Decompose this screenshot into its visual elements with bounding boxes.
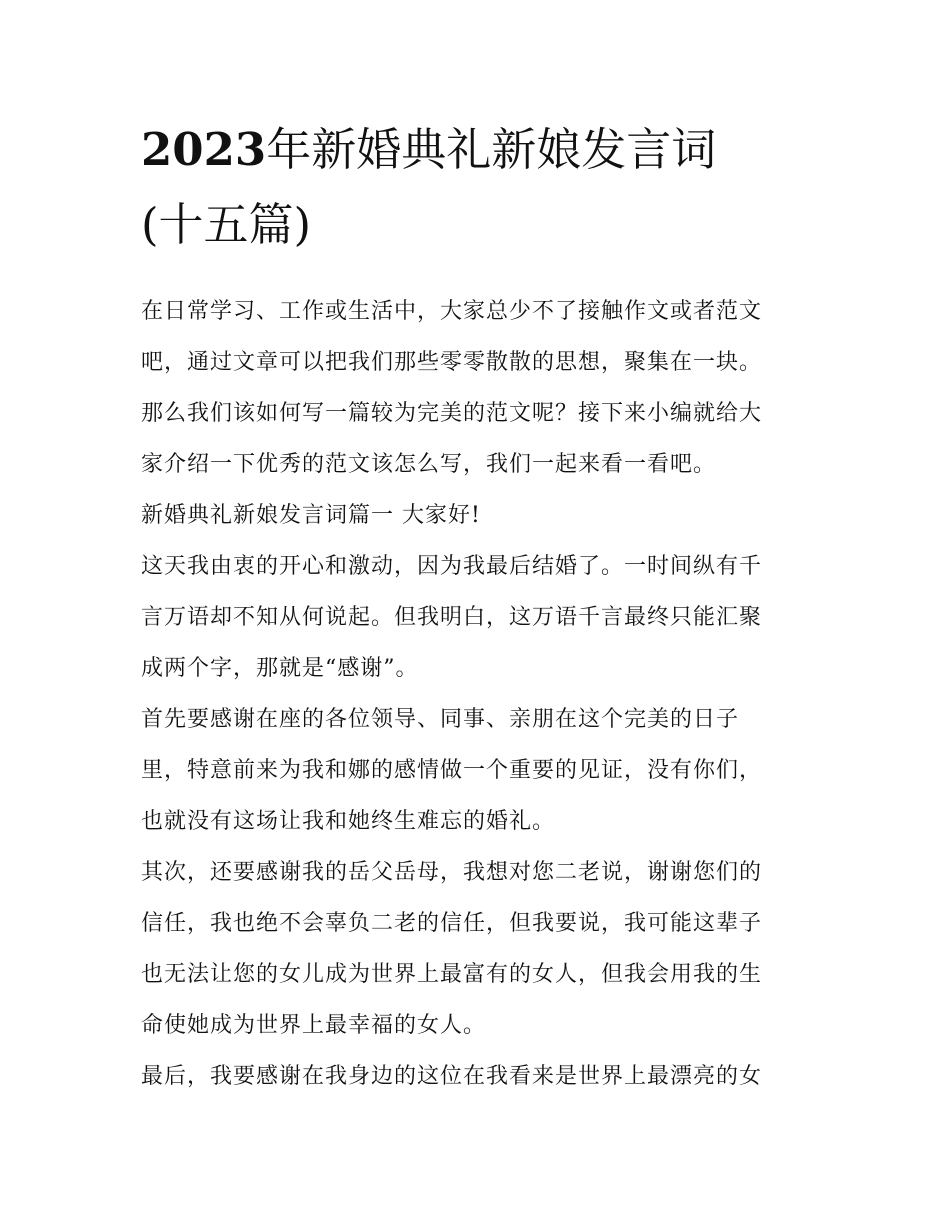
title-line2: (十五篇)	[141, 198, 312, 251]
text-line: 这天我由衷的开心和激动，因为我最后结婚了。一时间纵有千	[141, 554, 763, 579]
text-line: 吧，通过文章可以把我们那些零零散散的思想，聚集在一块。	[141, 350, 763, 375]
text-line: 也无法让您的女儿成为世界上最富有的女人，但我会用我的生	[141, 962, 763, 987]
text-line: 命使她成为世界上最幸福的女人。	[141, 1013, 487, 1038]
title-line1-text: 年新婚典礼新娘发言词	[266, 123, 717, 176]
paragraph-gratitude	[141, 541, 831, 694]
paragraph-thank-spouse	[141, 1051, 831, 1102]
text-line: 那么我们该如何写一篇较为完美的范文呢？接下来小编就给大	[141, 401, 763, 426]
text-line: 其次，还要感谢我的岳父岳母，我想对您二老说，谢谢您们的	[141, 860, 763, 885]
text-line: 里，特意前来为我和娜的感情做一个重要的见证，没有你们，	[141, 758, 763, 783]
text-line: 首先要感谢在座的各位领导、同事、亲朋在这个完美的日子	[141, 707, 740, 732]
title-year: 2023	[141, 123, 267, 176]
text-line: 在日常学习、工作或生活中，大家总少不了接触作文或者范文	[141, 299, 763, 324]
text-line: 新婚典礼新娘发言词篇一 大家好!	[141, 503, 481, 528]
text-line: 信任，我也绝不会辜负二老的信任，但我要说，我可能这辈子	[141, 911, 763, 936]
document-title	[141, 112, 831, 262]
paragraph-greeting	[141, 490, 831, 541]
text-line: 最后，我要感谢在我身边的这位在我看来是世界上最漂亮的女	[141, 1064, 763, 1089]
paragraph-intro	[141, 286, 831, 490]
paragraph-thank-guests	[141, 694, 831, 847]
text-line: 言万语却不知从何说起。但我明白，这万语千言最终只能汇聚	[141, 605, 763, 630]
paragraph-thank-parents	[141, 847, 831, 1051]
text-line: 成两个字，那就是“感谢”。	[141, 656, 419, 681]
text-line: 家介绍一下优秀的范文该怎么写，我们一起来看一看吧。	[141, 452, 717, 477]
document-page	[141, 112, 831, 1102]
document-body	[141, 286, 831, 1102]
text-line: 也就没有这场让我和她终生难忘的婚礼。	[141, 809, 556, 834]
